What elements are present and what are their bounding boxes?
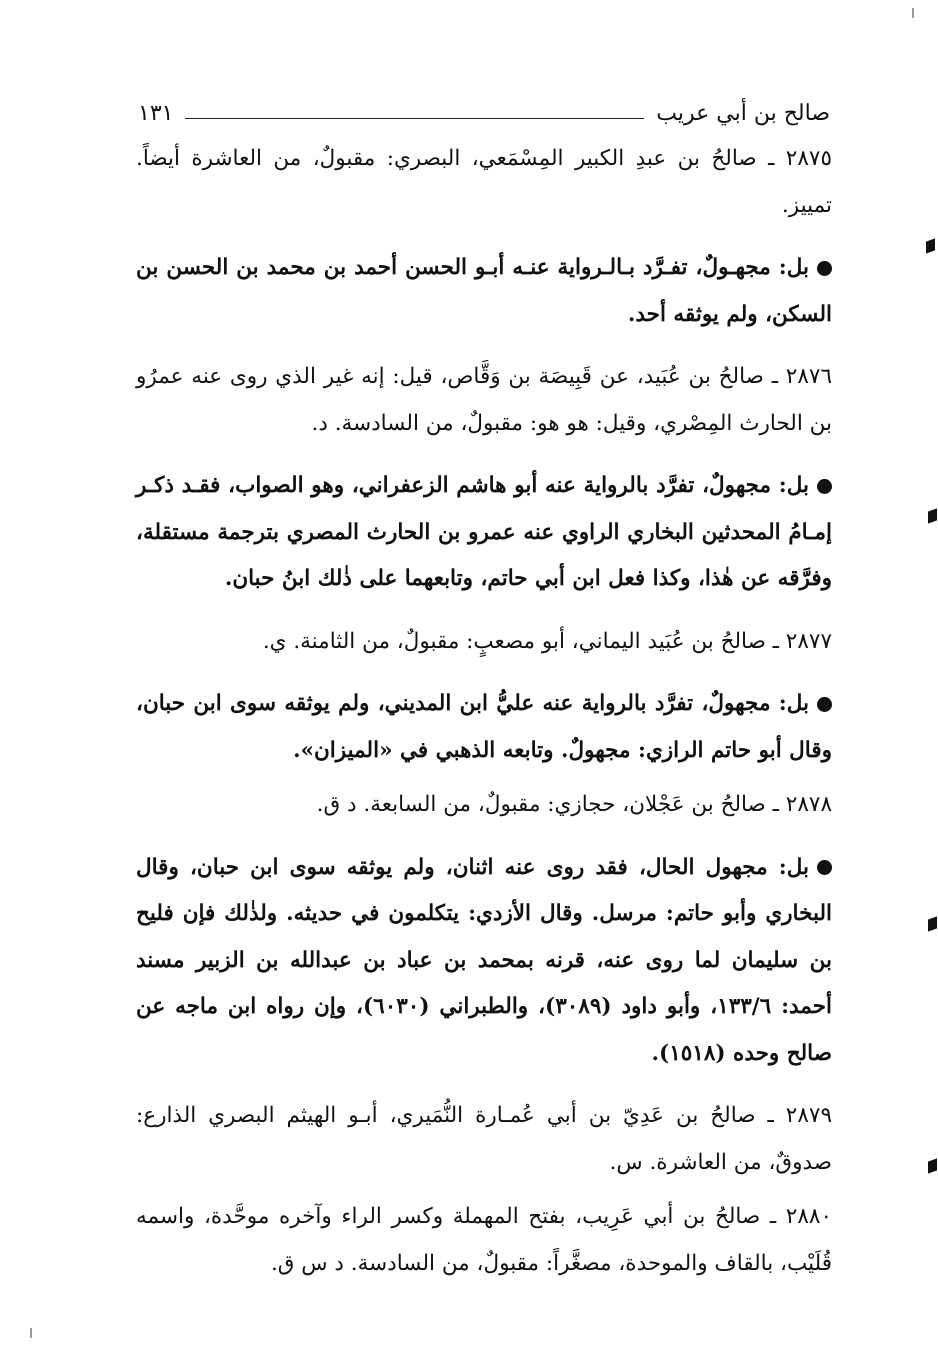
- note-text: بل: مجهولٌ، تفرَّد بالرواية عنه أبو هاشم الزعفراني، وهو الصواب، فقـد ذكـر إمـامُ المحدثين البخاري الراوي عنه عمرو بن الحارث المصري بترجمة مستقلة، وفرَّقه عن هٰذا، وكذا فعل ابن أبي حاتم، وتابعهما على ذٰلك ابنُ حبان.: [136, 473, 832, 591]
- bullet-dot-icon: [817, 479, 832, 494]
- entry-2875: ٢٨٧٥ ـ صالحُ بن عبدِ الكبير المِسْمَعي، البصري: مقبولٌ، من العاشرة أيضاً. تمييز.: [136, 146, 832, 218]
- header-rule: [185, 118, 644, 119]
- margin-mark: [928, 916, 937, 931]
- bullet-dot-icon: [817, 697, 832, 712]
- entry-2877: ٢٨٧٧ ـ صالحُ بن عُبَيد اليماني، أبو مصعبٍ: مقبولٌ، من الثامنة. ي.: [262, 628, 832, 654]
- note-text: بل: مجهـولٌ، تفـرَّد بـالـرواية عنـه أبـو الحسن أحمد بن محمد بن الحسن بن السكن، ولم يوثقه أحد.: [136, 255, 832, 327]
- scan-tick: [30, 1328, 32, 1338]
- scan-tick: [912, 8, 914, 18]
- page-number: ١٣١: [138, 100, 174, 126]
- margin-mark: [928, 508, 937, 523]
- margin-mark: [926, 238, 935, 253]
- entry-2876: ٢٨٧٦ ـ صالحُ بن عُبَيد، عن قَبِيصَة بن وَقَّاص، قيل: إنه غير الذي روى عنه عمرُو بن الحارث المِصْري، وقيل: هو هو: مقبولٌ، من السادسة. د.: [136, 364, 832, 436]
- note-2876: [136, 463, 832, 603]
- bullet-dot-icon: [817, 860, 832, 875]
- note-text: بل: مجهول الحال، فقد روى عنه اثنان، ولم يوثقه سوى ابن حبان، وقال البخاري وأبو حاتم: مرسل. وقال الأزدي: يتكلمون في حديثه. ولذٰلك فإن فليح بن سليمان لما روى عنه، قرنه بمحمد بن عباد بن عبدالله بن الزبير مسند أحمد: ١٣٣/٦، وأبو داود (٣٠٨٩)، والطبراني (٦٠٣٠)، وإن رواه ابن ماجه عن صالح وحده (١٥١٨).: [136, 854, 832, 1066]
- note-2875: [136, 245, 832, 338]
- running-title: صالح بن أبي عريب: [656, 100, 830, 126]
- page-header: [138, 96, 830, 130]
- margin-mark: [928, 1158, 937, 1173]
- entry-2878: ٢٨٧٨ ـ صالحُ بن عَجْلان، حجازي: مقبولٌ، من السابعة. د ق.: [316, 792, 832, 817]
- note-text: بل: مجهولٌ، تفرَّد بالرواية عنه عليُّ ابن المديني، ولم يوثقه سوى ابن حبان، وقال أبو حاتم الرازي: مجهولٌ. وتابعه الذهبي في «الميزان».: [136, 691, 832, 763]
- entry-2880: ٢٨٨٠ ـ صالحُ بن أبي عَرِيب، بفتح المهملة وكسر الراء وآخره موحَّدة، واسمه قُلَيْب، بالقاف والموحدة، مصغَّراً: مقبولٌ، من السادسة. د س ق.: [136, 1204, 832, 1276]
- entry-2879: ٢٨٧٩ ـ صالحُ بن عَدِيّ بن أبي عُمـارة النُّمَيري، أبـو الهيثم البصري الذارع: صدوقٌ، من العاشرة. س.: [136, 1103, 832, 1175]
- note-2878: [136, 845, 832, 1078]
- bullet-dot-icon: [817, 261, 832, 276]
- note-2877: [136, 681, 832, 774]
- page-body: [136, 136, 832, 1303]
